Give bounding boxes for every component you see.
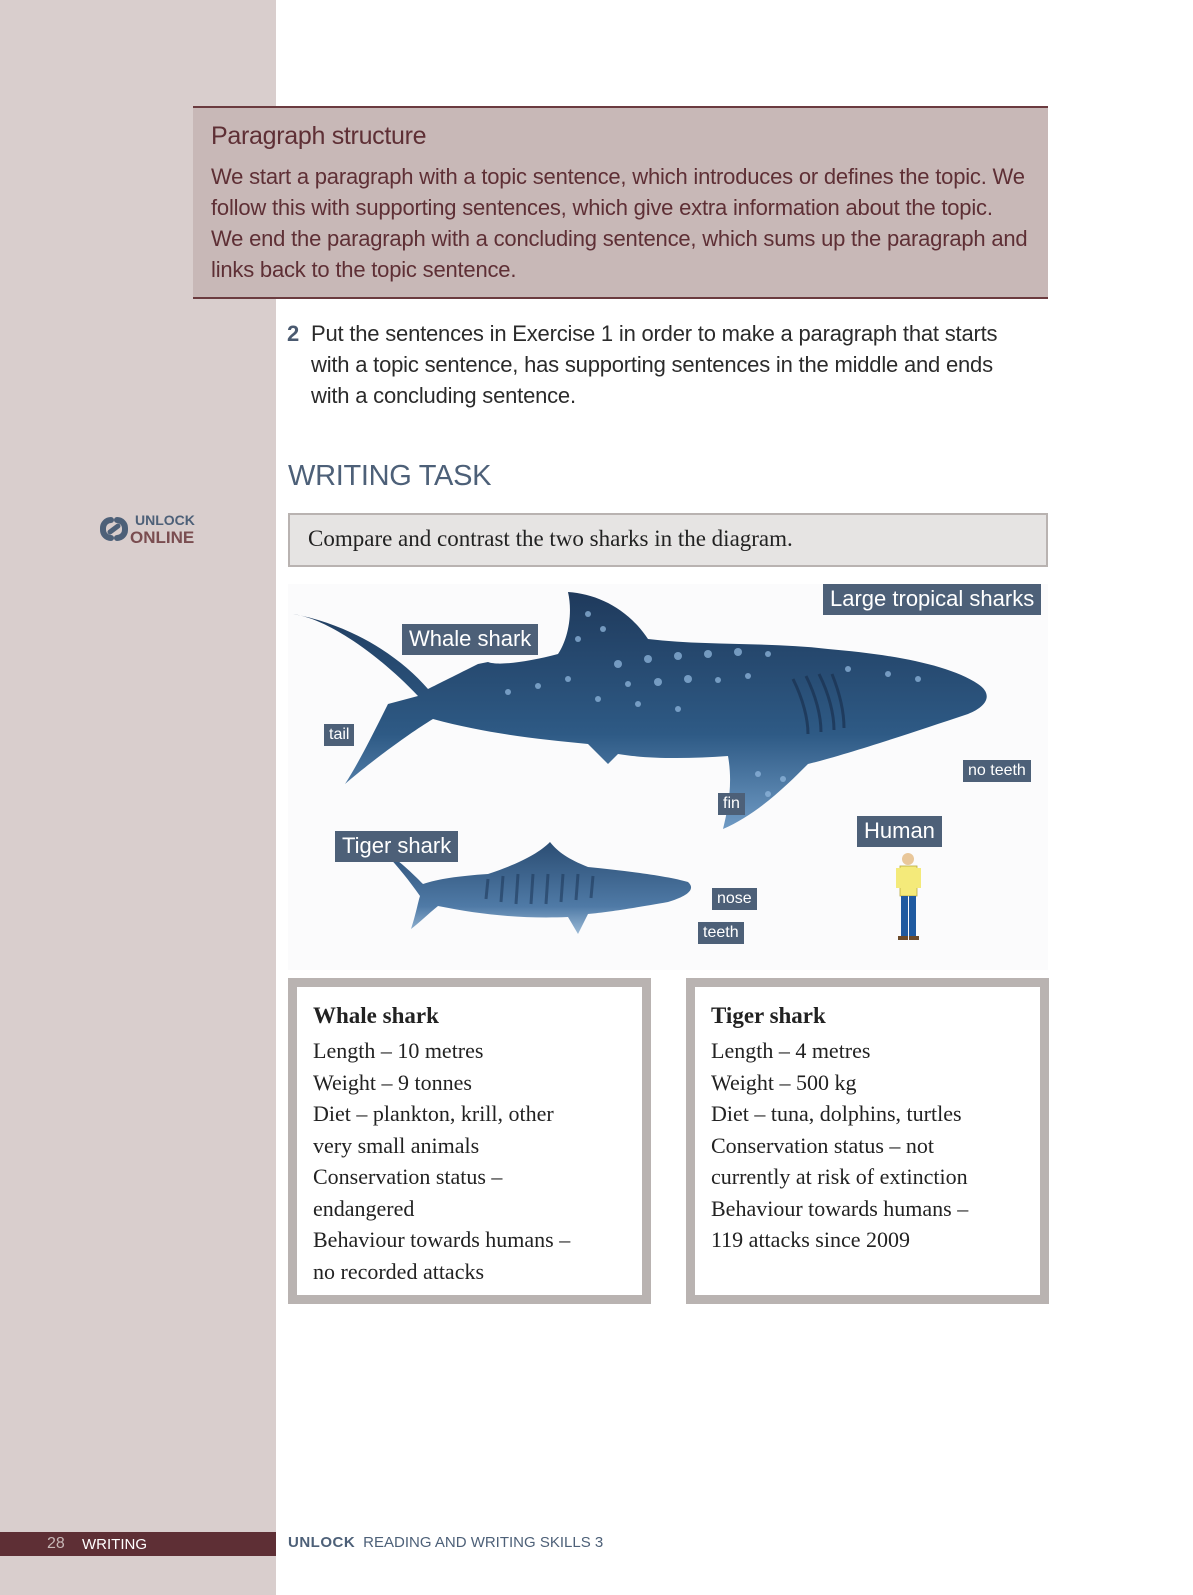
writing-task-heading: WRITING TASK bbox=[288, 460, 492, 492]
writing-task-prompt: Compare and contrast the two sharks in the diagram. bbox=[288, 513, 1048, 567]
info-box-title: Paragraph structure bbox=[211, 122, 427, 150]
card-line: Length – 4 metres bbox=[711, 1038, 871, 1063]
card-line: endangered bbox=[313, 1195, 415, 1221]
whale-shark-facts-card bbox=[288, 978, 651, 1304]
exercise-text: Put the sentences in Exercise 1 in order to make a paragraph that starts with a topic sentence, has supporting sentences in the middle and ends with a concluding sentence. bbox=[311, 321, 998, 408]
fin-label: fin bbox=[718, 793, 745, 815]
whale-shark-label: Whale shark bbox=[402, 624, 538, 655]
card-line: Diet – tuna, dolphins, turtles bbox=[711, 1101, 962, 1126]
card-title: Tiger shark bbox=[711, 1003, 826, 1028]
link-icon bbox=[97, 512, 131, 546]
card-line: Behaviour towards humans – bbox=[711, 1195, 969, 1221]
card-line: Length – 10 metres bbox=[313, 1038, 484, 1063]
whale-shark-illustration bbox=[293, 592, 987, 829]
card-line: Conservation status – not bbox=[711, 1132, 935, 1158]
card-line: Diet – plankton, krill, other bbox=[313, 1101, 554, 1126]
card-line: Behaviour towards humans – bbox=[313, 1227, 571, 1252]
no-teeth-label: no teeth bbox=[963, 760, 1031, 782]
card-line: very small animals bbox=[313, 1132, 480, 1158]
card-line: Weight – 9 tonnes bbox=[313, 1069, 472, 1095]
shark-diagram bbox=[288, 584, 1048, 970]
card-line: no recorded attacks bbox=[313, 1258, 485, 1284]
unlock-online-line1: UNLOCK bbox=[135, 512, 195, 528]
card-line: currently at risk of extinction bbox=[711, 1164, 968, 1189]
diagram-title-label: Large tropical sharks bbox=[823, 584, 1041, 615]
tail-label: tail bbox=[324, 724, 354, 746]
nose-label: nose bbox=[712, 888, 757, 910]
teeth-label: teeth bbox=[698, 922, 744, 944]
tiger-shark-label: Tiger shark bbox=[335, 831, 458, 862]
exercise-2 bbox=[287, 318, 1027, 411]
info-box-body: We start a paragraph with a topic sentence, which introduces or defines the topic. We follow this with supporting sentences, which give extra information about the topic. We end the paragraph with a concluding sentence, which sums up the paragraph and links back to the topic sentence. bbox=[211, 164, 1028, 282]
exercise-number: 2 bbox=[287, 321, 300, 346]
human-label: Human bbox=[857, 816, 942, 847]
unlock-online-line2: ONLINE bbox=[130, 528, 195, 547]
tiger-shark-facts-card bbox=[686, 978, 1049, 1304]
page-number: 28 bbox=[47, 1535, 65, 1552]
card-line: Conservation status – bbox=[313, 1164, 503, 1189]
brand-logo: UNLOCK bbox=[288, 1534, 356, 1551]
footer-section-bar bbox=[0, 1532, 276, 1556]
book-title: READING AND WRITING SKILLS 3 bbox=[363, 1534, 604, 1551]
unlock-online-logo[interactable] bbox=[97, 510, 207, 550]
card-title: Whale shark bbox=[313, 1003, 439, 1028]
section-name: WRITING bbox=[82, 1536, 147, 1553]
card-line: Weight – 500 kg bbox=[711, 1069, 857, 1095]
card-line: 119 attacks since 2009 bbox=[711, 1227, 910, 1252]
paragraph-structure-box bbox=[193, 106, 1048, 299]
footer-book-title bbox=[288, 1534, 603, 1551]
human-figure bbox=[896, 853, 921, 940]
